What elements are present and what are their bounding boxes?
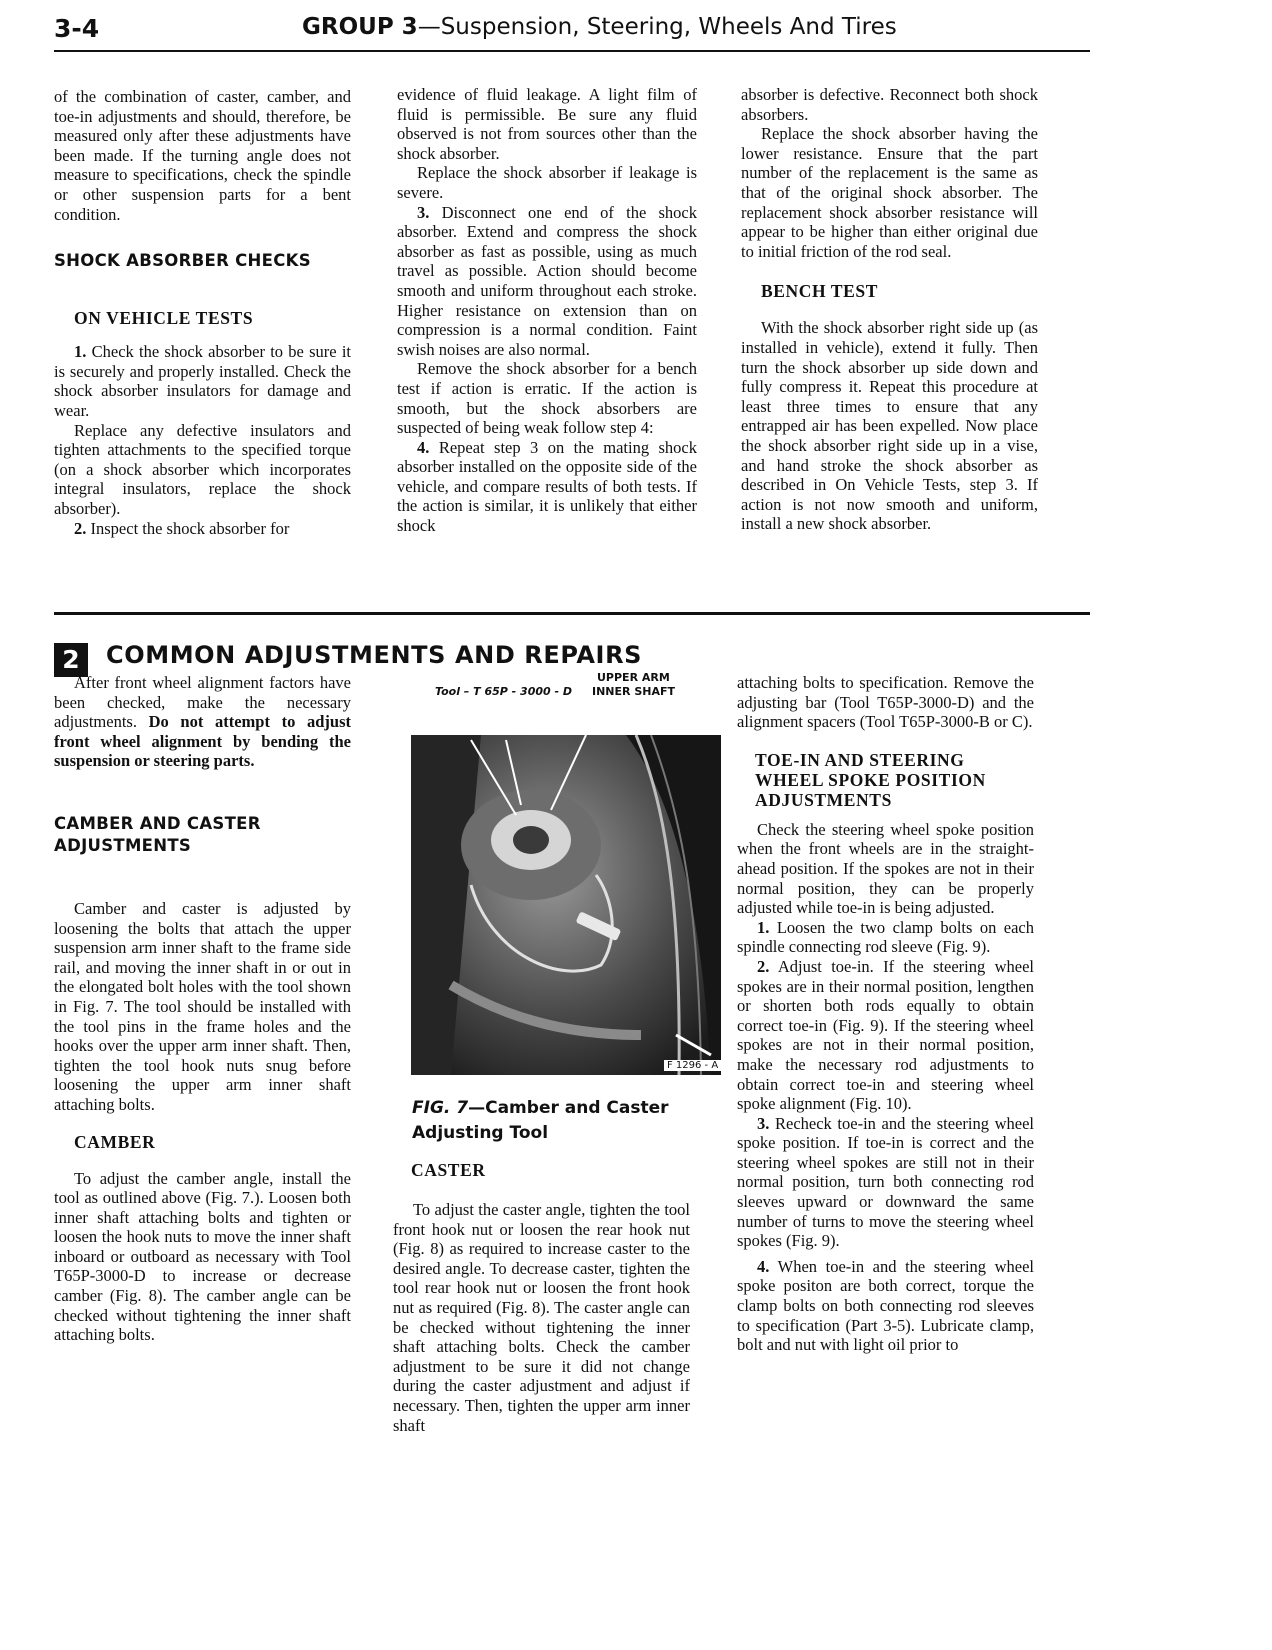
section-number-badge: 2 [54,643,88,677]
running-head [302,14,897,40]
paragraph: Replace the shock absorber having the lower resistance. Ensure that the part number of the replacement is the same as that of the original shock absorber. The replacement shock absorber resistance will appear to be higher than either original due to initial friction of the rod seal. [741,124,1038,261]
paragraph: of the combination of caster, camber, and toe-in adjustments and should, therefore, be measured only after these adjustments have been made. If the turning angle does not measure to specifications, check the spindle or other suspension parts for a bent condition. [54,87,351,224]
paragraph [737,1114,1034,1251]
paragraph-text: Repeat step 3 on the mating shock absorber installed on the opposite side of the vehicle, and compare results of both tests. If the action is similar, it is unlikely that either shock [397,437,698,536]
heading-on-vehicle-tests: ON VEHICLE TESTS [74,308,254,329]
top-column-3 [741,85,1038,534]
group-label: GROUP 3 [302,14,418,40]
figure-label-inner-shaft: INNER SHAFT [592,685,675,698]
bottom-column-3 [737,673,1034,1355]
figure-label-tool: Tool – T 65P - 3000 - D [435,685,573,698]
step-number: 3. [417,202,430,222]
paragraph: Camber and caster is adjusted by loosening the bolts that attach the upper suspension arm inner shaft to the frame side rail, and moving the inner shaft in or out in the elongated bolt holes with the tool shown in Fig. 7. The tool should be installed with the tool pins in the frame holes and the hooks over the upper arm inner shaft. Then, tighten the tool hook nuts snug before loosening the upper arm inner shaft attaching bolts. [54,898,351,1114]
paragraph [54,673,351,771]
figure-caption-prefix: FIG. 7 [412,1098,469,1118]
paragraph: evidence of fluid leakage. A light film of fluid is permissible. Be sure any fluid observed is not from sources other than the shock absorber. [397,85,697,163]
paragraph-text: Loosen the two clamp bolts on each spindle connecting rod sleeve (Fig. 9). [737,917,1035,957]
figure-caption [412,1096,722,1146]
step-number: 3. [757,1113,770,1133]
heading-caster: CASTER [411,1160,486,1180]
paragraph: absorber is defective. Reconnect both shock absorbers. [741,85,1038,124]
paragraph-text: Recheck toe-in and the steering wheel spoke position. If toe-in is correct and the steering wheel spokes are still not in their normal position, turn both connecting rod sleeves upward or downward the same number of turns to move the steering wheel spokes (Fig. 9). [737,1113,1034,1251]
paragraph-text: Adjust toe-in. If the steering wheel spokes are in their normal position, lengthen or shorten both rods equally to obtain correct toe-in (Fig. 9). If the steering wheel spokes are not in their normal position, make the necessary rod adjustments to obtain correct toe-in and steering wheel spoke alignment (Fig. 10). [737,956,1034,1114]
step-number: 1. [757,917,770,937]
paragraph [397,438,697,536]
paragraph: With the shock absorber right side up (as installed in vehicle), extend it fully. Then turn the shock absorber up side down and fully compress it. Repeat this procedure at least three times to ensure that any entrapped air has been expelled. Now place the shock absorber right side up in a vise, and hand stroke the shock absorber as described in On Vehicle Tests, step 3. If action is not now smooth and uniform, install a new shock absorber. [741,318,1038,534]
top-column-2 [397,85,697,536]
heading-shock-absorber-checks: SHOCK ABSORBER CHECKS [54,251,311,271]
bottom-column-2 [393,1160,690,1435]
paragraph-text: Check the shock absorber to be sure it is securely and properly installed. Check the shock absorber insulators for damage and wear. [54,342,351,420]
paragraph: Replace the shock absorber if leakage is severe. [397,163,697,202]
figure-photo [411,735,721,1075]
paragraph: attaching bolts to specification. Remove the adjusting bar (Tool T65P-3000-D) and the alignment spacers (Tool T65P-3000-B or C). [737,673,1034,732]
figure-label-upper-arm: UPPER ARM [597,671,670,684]
paragraph-text: When toe-in and the steering wheel spoke positon are both correct, torque the clamp bolts on both connecting rod sleeves to specification (Part 3-5). Lubricate clamp, bolt and nut with light oil prior to [737,1256,1035,1355]
step-number: 2. [757,956,770,976]
paragraph [397,203,697,360]
paragraph [54,342,351,420]
paragraph-text: Inspect the shock absorber for [90,518,290,538]
page-number: 3-4 [54,14,100,43]
paragraph [54,519,351,539]
bottom-column-1 [54,673,351,1345]
section-title: COMMON ADJUSTMENTS AND REPAIRS [106,641,643,669]
paragraph-text: After front wheel alignment factors have been checked, make the necessary adjustments. [54,673,351,732]
heading-toe-in-adjustments: TOE-IN AND STEERING WHEEL SPOKE POSITION ADJUSTMENTS [755,749,986,810]
paragraph [737,957,1034,1114]
paragraph: To adjust the caster angle, tighten the tool front hook nut or loosen the rear hook nut (Fig. 8) as required to increase caster to the desired angle. To decrease caster, tighten the tool rear hook nut or loosen the front hook nut as required (Fig. 8). The caster angle can be checked without tightening the inner shaft attaching bolts. Check the camber adjustment to be sure it did not change during the caster adjustment and adjust if necessary. Then, tighten the upper arm inner shaft [393,1200,690,1435]
heading-bench-test: BENCH TEST [761,281,879,302]
top-column-1 [54,87,351,538]
paragraph [737,1257,1034,1355]
paragraph: Replace any defective insulators and tighten attachments to the specified torque (on a shock absorber which incorporates integral insulators, replace the shock absorber). [54,420,351,518]
step-number: 1. [74,342,87,362]
paragraph-text: Disconnect one end of the shock absorber. Extend and compress the shock absorber as fast as possible, using as much travel as possible. Action should become smooth and uniform throughout each stroke. Higher resistance on extension than on compression is a normal condition. Faint swish noises are also normal. [397,202,697,359]
group-title: —Suspension, Steering, Wheels And Tires [417,14,897,40]
paragraph: Remove the shock absorber for a bench test if action is erratic. If the action is smooth, but the shock absorbers are suspected of being weak follow step 4: [397,359,697,438]
header-rule [54,50,1090,52]
paragraph: To adjust the camber angle, install the tool as outlined above (Fig. 7.). Loosen both inner shaft attaching bolts and tighten or loosen the hook nuts to move the inner shaft inboard or outboard as necessary with Tool T65P-3000-D to increase or decrease camber (Fig. 8). The camber angle can be checked without tightening the inner shaft attaching bolts. [54,1168,351,1345]
heading-camber-and-caster-adjustments: CAMBER AND CASTER ADJUSTMENTS [54,813,261,855]
step-number: 4. [757,1256,770,1276]
step-number: 2. [74,518,87,538]
paragraph [737,918,1034,957]
step-number: 4. [417,437,430,457]
heading-camber: CAMBER [74,1131,156,1152]
figure-id: F 1296 - A [664,1060,721,1071]
figure-photo-graphic [411,735,721,1075]
warning-text: Do not attempt to adjust front wheel alignment by bending the suspension or steering parts. [54,712,352,771]
figure-caption-text: —Camber and Caster Adjusting Tool [412,1098,669,1143]
section-rule [54,612,1090,615]
paragraph: Check the steering wheel spoke position when the front wheels are in the straight-ahead position. If the spokes are not in their normal position, they can be properly adjusted while toe-in is being adjusted. [737,819,1034,918]
